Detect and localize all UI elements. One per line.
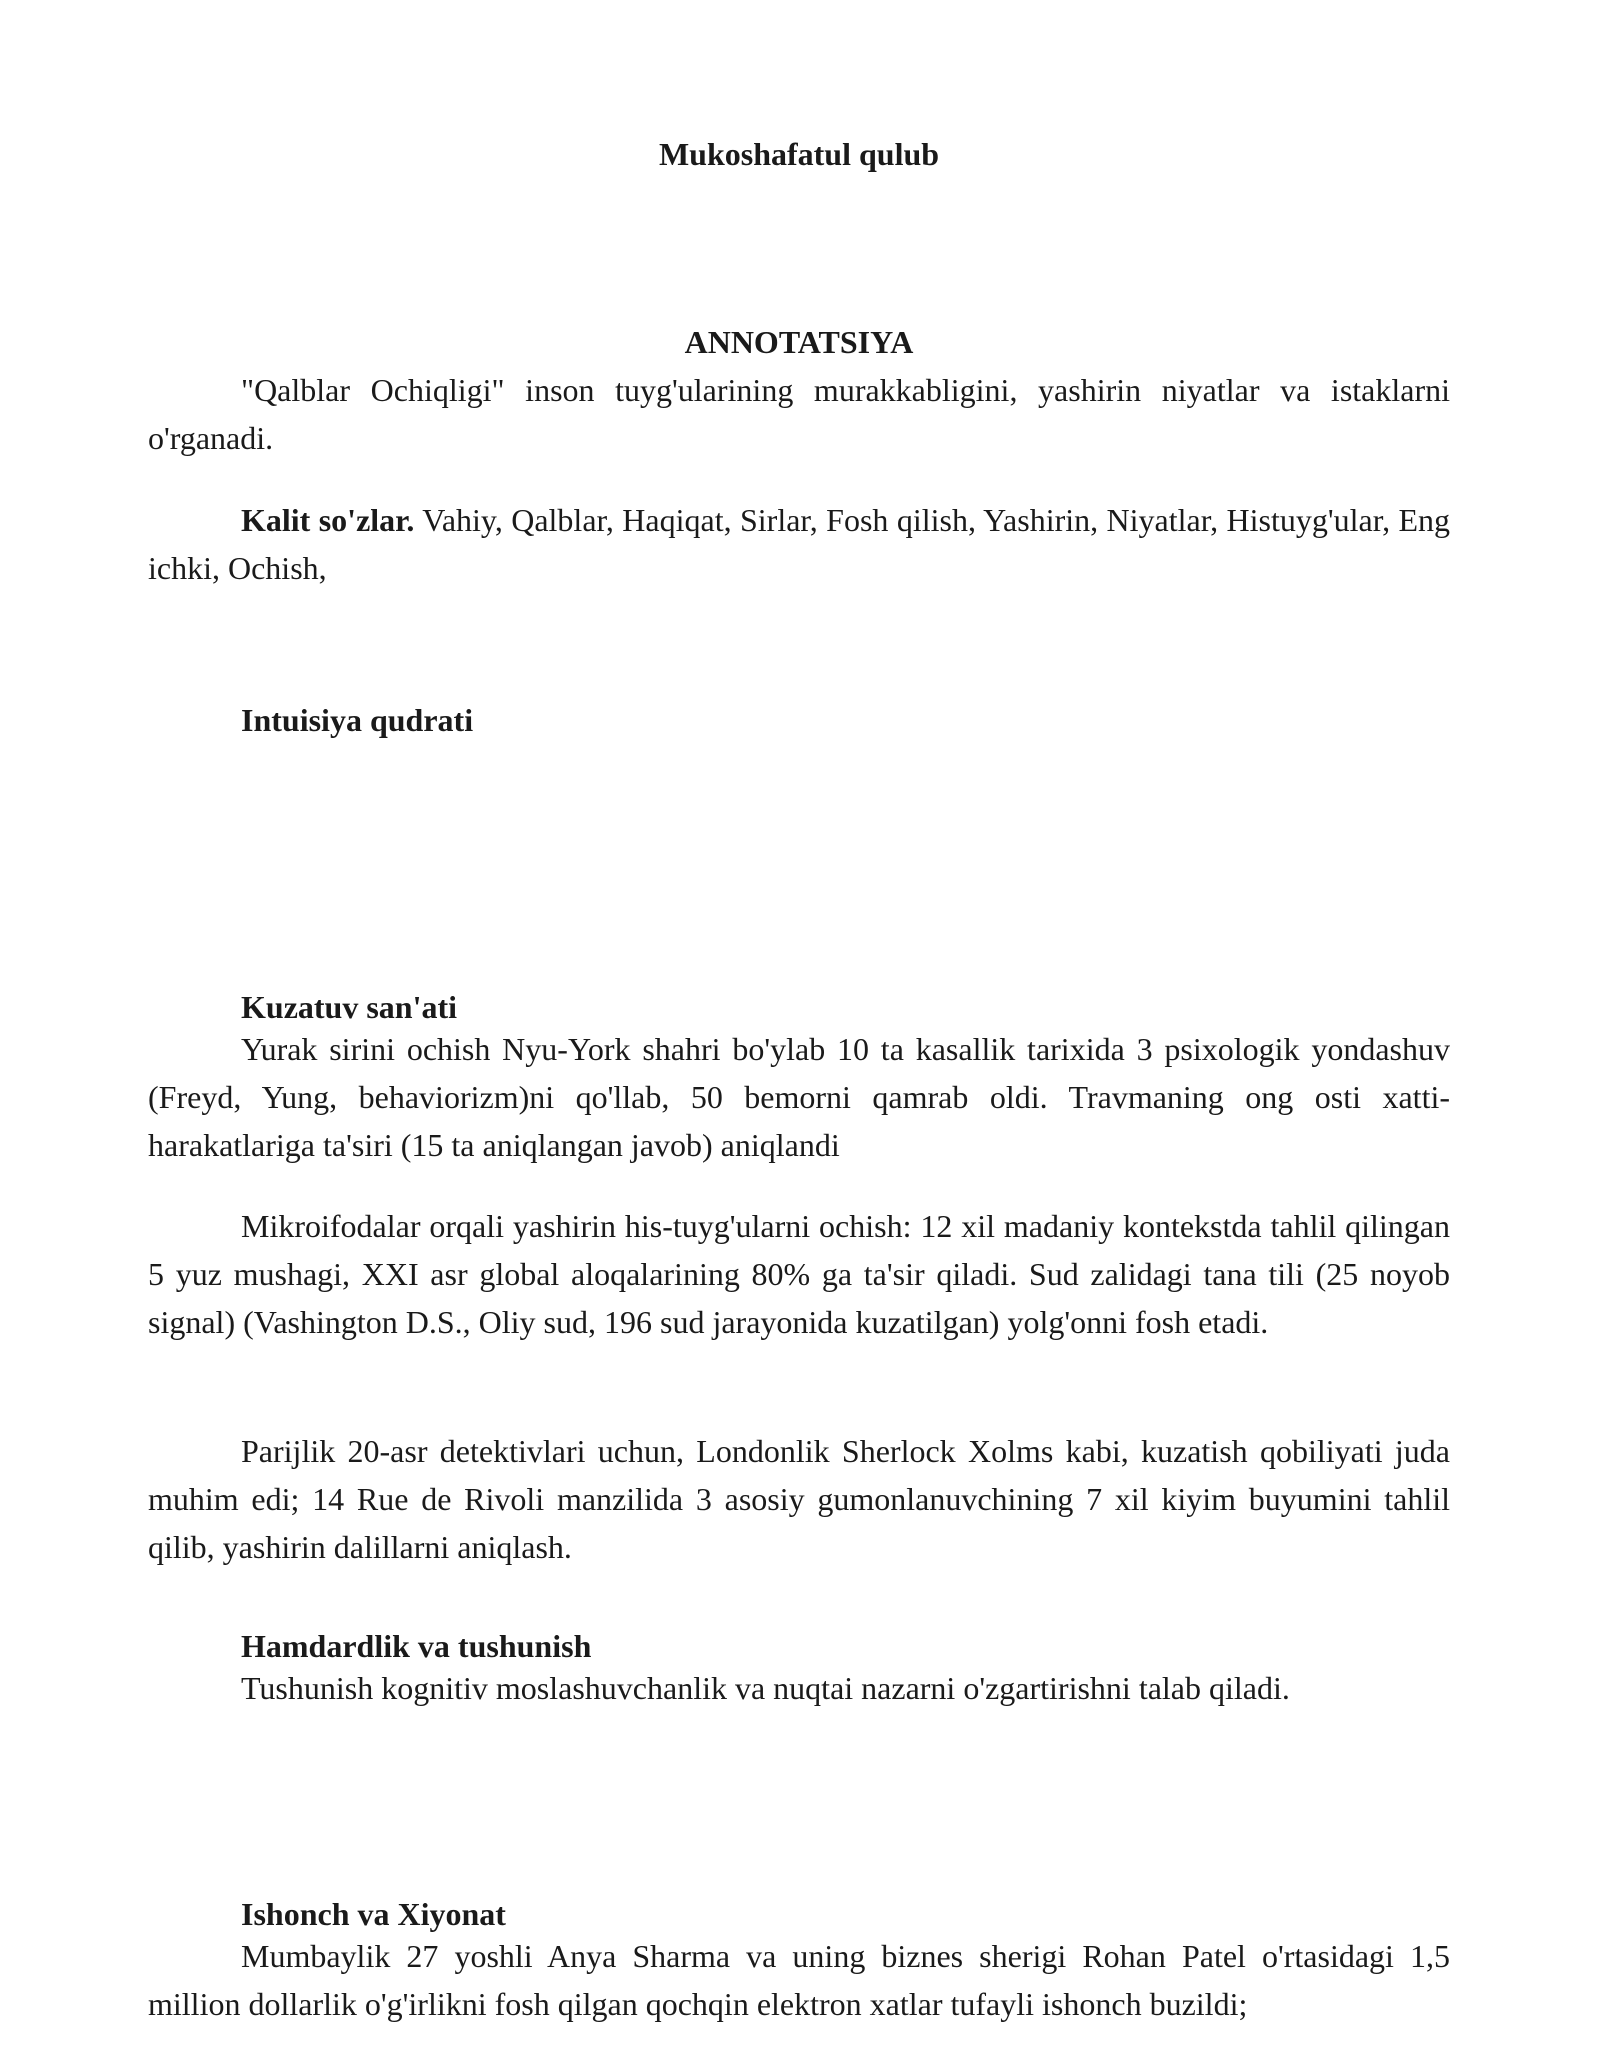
trust-paragraph-1: Mumbaylik 27 yoshli Anya Sharma va uning biznes sherigi Rohan Patel o'rtasidagi 1,5 million dollarlik o'g'irlikni fosh qilgan qochqin elektron xatlar tufayli ishonch buzildi; [148, 1938, 1450, 2022]
section-heading-intuition: Intuisiya qudrati [241, 702, 474, 738]
section-heading-observation: Kuzatuv san'ati [241, 989, 458, 1025]
annotation-text: "Qalblar Ochiqligi" inson tuyg'ularining murakkabligini, yashirin niyatlar va istaklarni o'rganadi. [148, 372, 1450, 456]
keywords-text: Vahiy, Qalblar, Haqiqat, Sirlar, Fosh qilish, Yashirin, Niyatlar, Histuyg'ular, Eng ichki, Ochish, [148, 502, 1451, 586]
section-heading-empathy: Hamdardlik va tushunish [241, 1628, 592, 1664]
observation-paragraph-3: Parijlik 20-asr detektivlari uchun, Londonlik Sherlock Xolms kabi, kuzatish qobiliyati juda muhim edi; 14 Rue de Rivoli manzilida 3 asosiy gumonlanuvchining 7 xil kiyim buyumini tahlil qilib, yashirin dalillarni aniqlash. [148, 1433, 1450, 1565]
observation-paragraph-1: Yurak sirini ochish Nyu-York shahri bo'ylab 10 ta kasallik tarixida 3 psixologik yondashuv (Freyd, Yung, behaviorizm)ni qo'llab, 50 bemorni qamrab oldi. Travmaning ong osti xatti-harakatlariga ta'siri (15 ta aniqlangan javob) aniqlandi [148, 1031, 1450, 1163]
keywords-label: Kalit so'zlar. [241, 502, 415, 538]
keywords-paragraph [148, 496, 1450, 592]
annotation-heading: ANNOTATSIYA [684, 324, 914, 360]
section-heading-trust: Ishonch va Xiyonat [241, 1896, 506, 1932]
document-title: Mukoshafatul qulub [658, 136, 940, 172]
observation-paragraph-2: Mikroifodalar orqali yashirin his-tuyg'ularni ochish: 12 xil madaniy kontekstda tahlil qilingan 5 yuz mushagi, XXI asr global aloqalarining 80% ga ta'sir qiladi. Sud zalidagi tana tili (25 noyob signal) (Vashington D.S., Oliy sud, 196 sud jarayonida kuzatilgan) yolg'onni fosh etadi. [148, 1208, 1450, 1340]
empathy-paragraph-1: Tushunish kognitiv moslashuvchanlik va nuqtai nazarni o'zgartirishni talab qiladi. [241, 1670, 1290, 1706]
